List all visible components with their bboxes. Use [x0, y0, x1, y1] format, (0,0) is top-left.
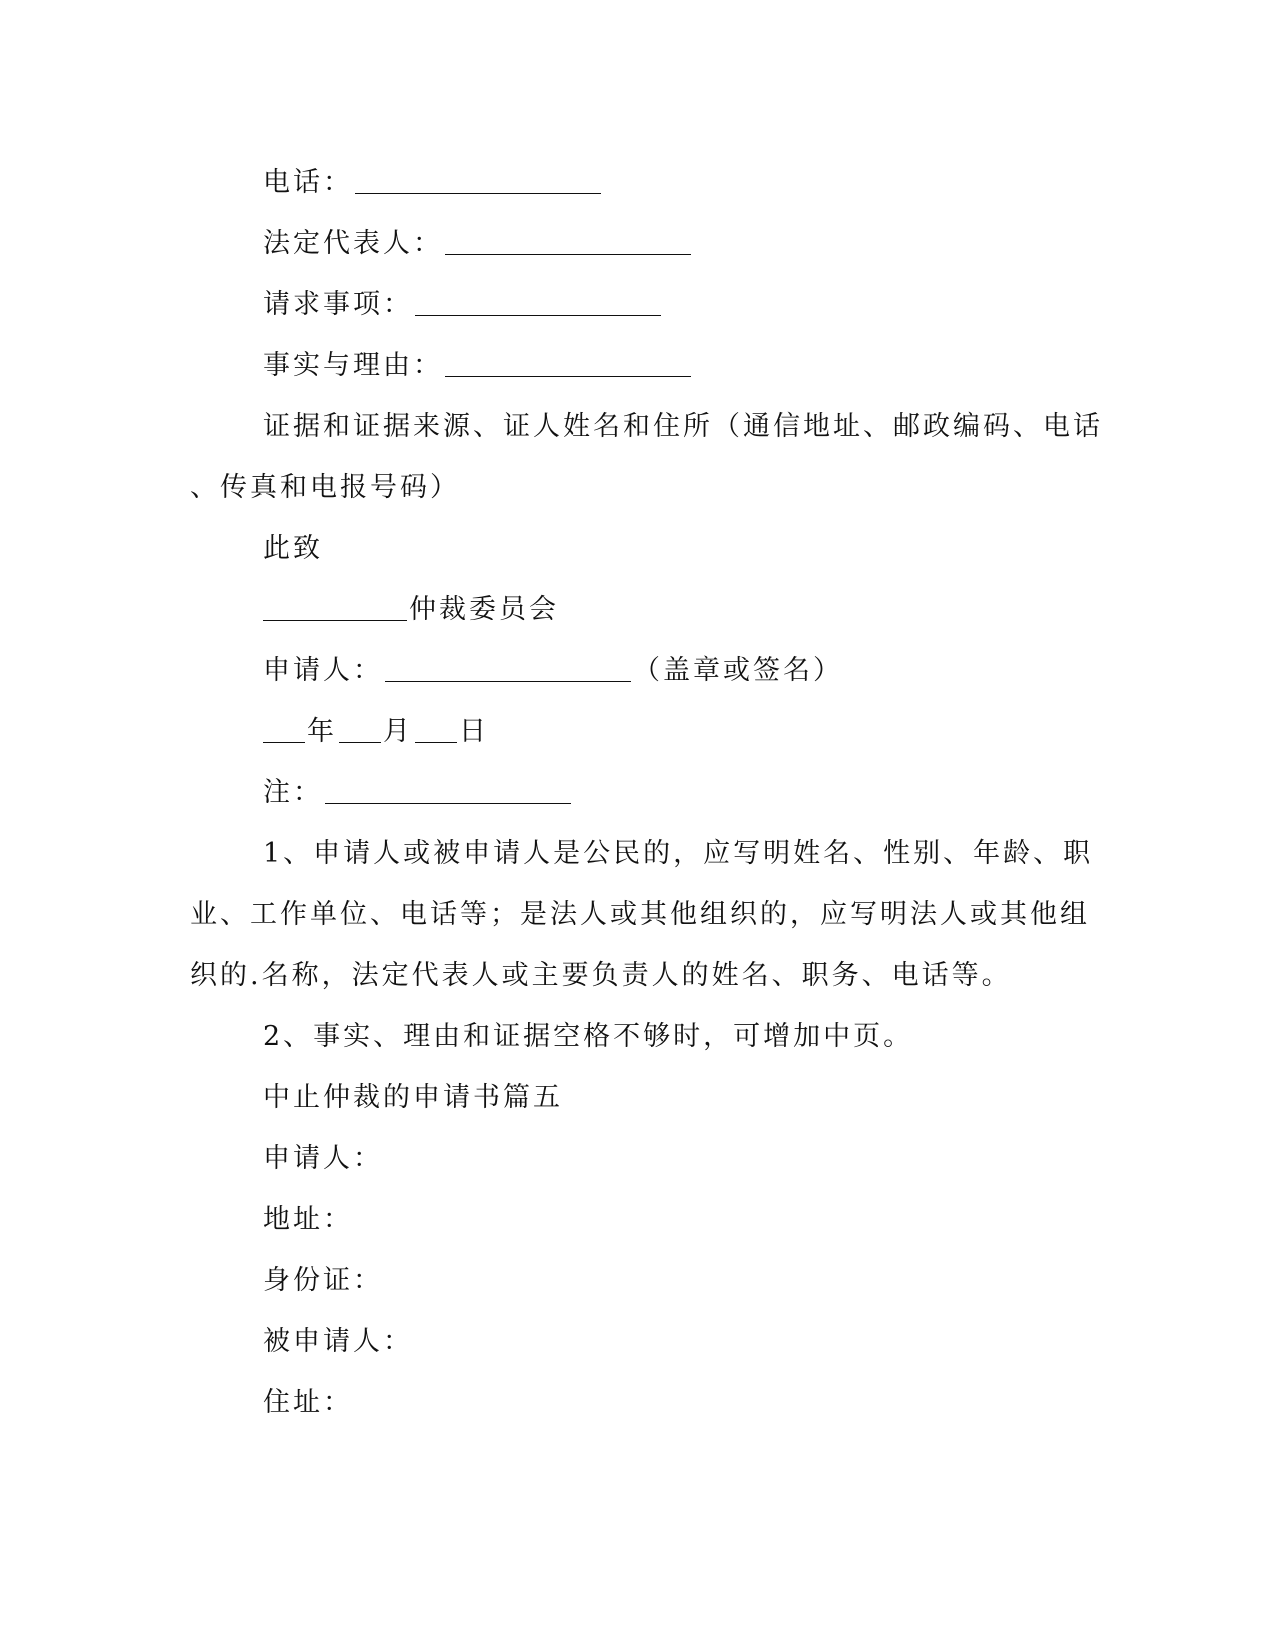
- document-body: [190, 152, 1103, 1433]
- applicant-sign-note: （盖章或签名）: [633, 655, 843, 686]
- year-blank: [263, 712, 305, 743]
- note-line: [190, 762, 1090, 823]
- evidence-line-2: 、传真和电报号码）: [190, 472, 460, 503]
- note1-line-3: 织的.名称，法定代表人或主要负责人的姓名、职务、电话等。: [190, 960, 1012, 991]
- note1-line-1: 1、申请人或被申请人是公民的，应写明姓名、性别、年龄、职: [263, 838, 1094, 869]
- facts-blank: [445, 346, 691, 377]
- section-title: 中止仲裁的申请书篇五: [263, 1082, 563, 1113]
- day-blank: [415, 712, 457, 743]
- note1-line-2: 业、工作单位、电话等；是法人或其他组织的，应写明法人或其他组: [190, 899, 1090, 930]
- request-blank: [415, 285, 661, 316]
- applicant2-line: 申请人：: [263, 1143, 383, 1174]
- phone-label: 电话：: [263, 167, 353, 198]
- phone-line: [190, 152, 1090, 213]
- year-label: 年: [307, 716, 337, 747]
- request-label: 请求事项：: [263, 289, 413, 320]
- applicant-sign-line: [190, 640, 1090, 701]
- address-line: 地址：: [263, 1204, 353, 1235]
- facts-line: [190, 335, 1090, 396]
- respondent-line: 被申请人：: [263, 1326, 413, 1357]
- day-label: 日: [459, 716, 489, 747]
- evidence-line-1: 证据和证据来源、证人姓名和住所（通信地址、邮政编码、电话: [263, 411, 1103, 442]
- legal-rep-label: 法定代表人：: [263, 228, 443, 259]
- note-label: 注：: [263, 777, 323, 808]
- facts-label: 事实与理由：: [263, 350, 443, 381]
- phone-blank: [355, 163, 601, 194]
- id-line: 身份证：: [263, 1265, 383, 1296]
- committee-blank: [263, 590, 407, 621]
- salutation: 此致: [263, 533, 323, 564]
- request-line: [190, 274, 1090, 335]
- date-line: [190, 701, 1090, 762]
- note-blank: [325, 773, 571, 804]
- note2-line: 2、事实、理由和证据空格不够时，可增加中页。: [263, 1021, 914, 1052]
- residence-line: 住址：: [263, 1387, 353, 1418]
- legal-rep-line: [190, 213, 1090, 274]
- committee-line: [190, 579, 1090, 640]
- legal-rep-blank: [445, 224, 691, 255]
- month-blank: [339, 712, 381, 743]
- committee-suffix: 仲裁委员会: [409, 594, 559, 625]
- applicant-blank: [385, 651, 631, 682]
- applicant-label: 申请人：: [263, 655, 383, 686]
- month-label: 月: [383, 716, 413, 747]
